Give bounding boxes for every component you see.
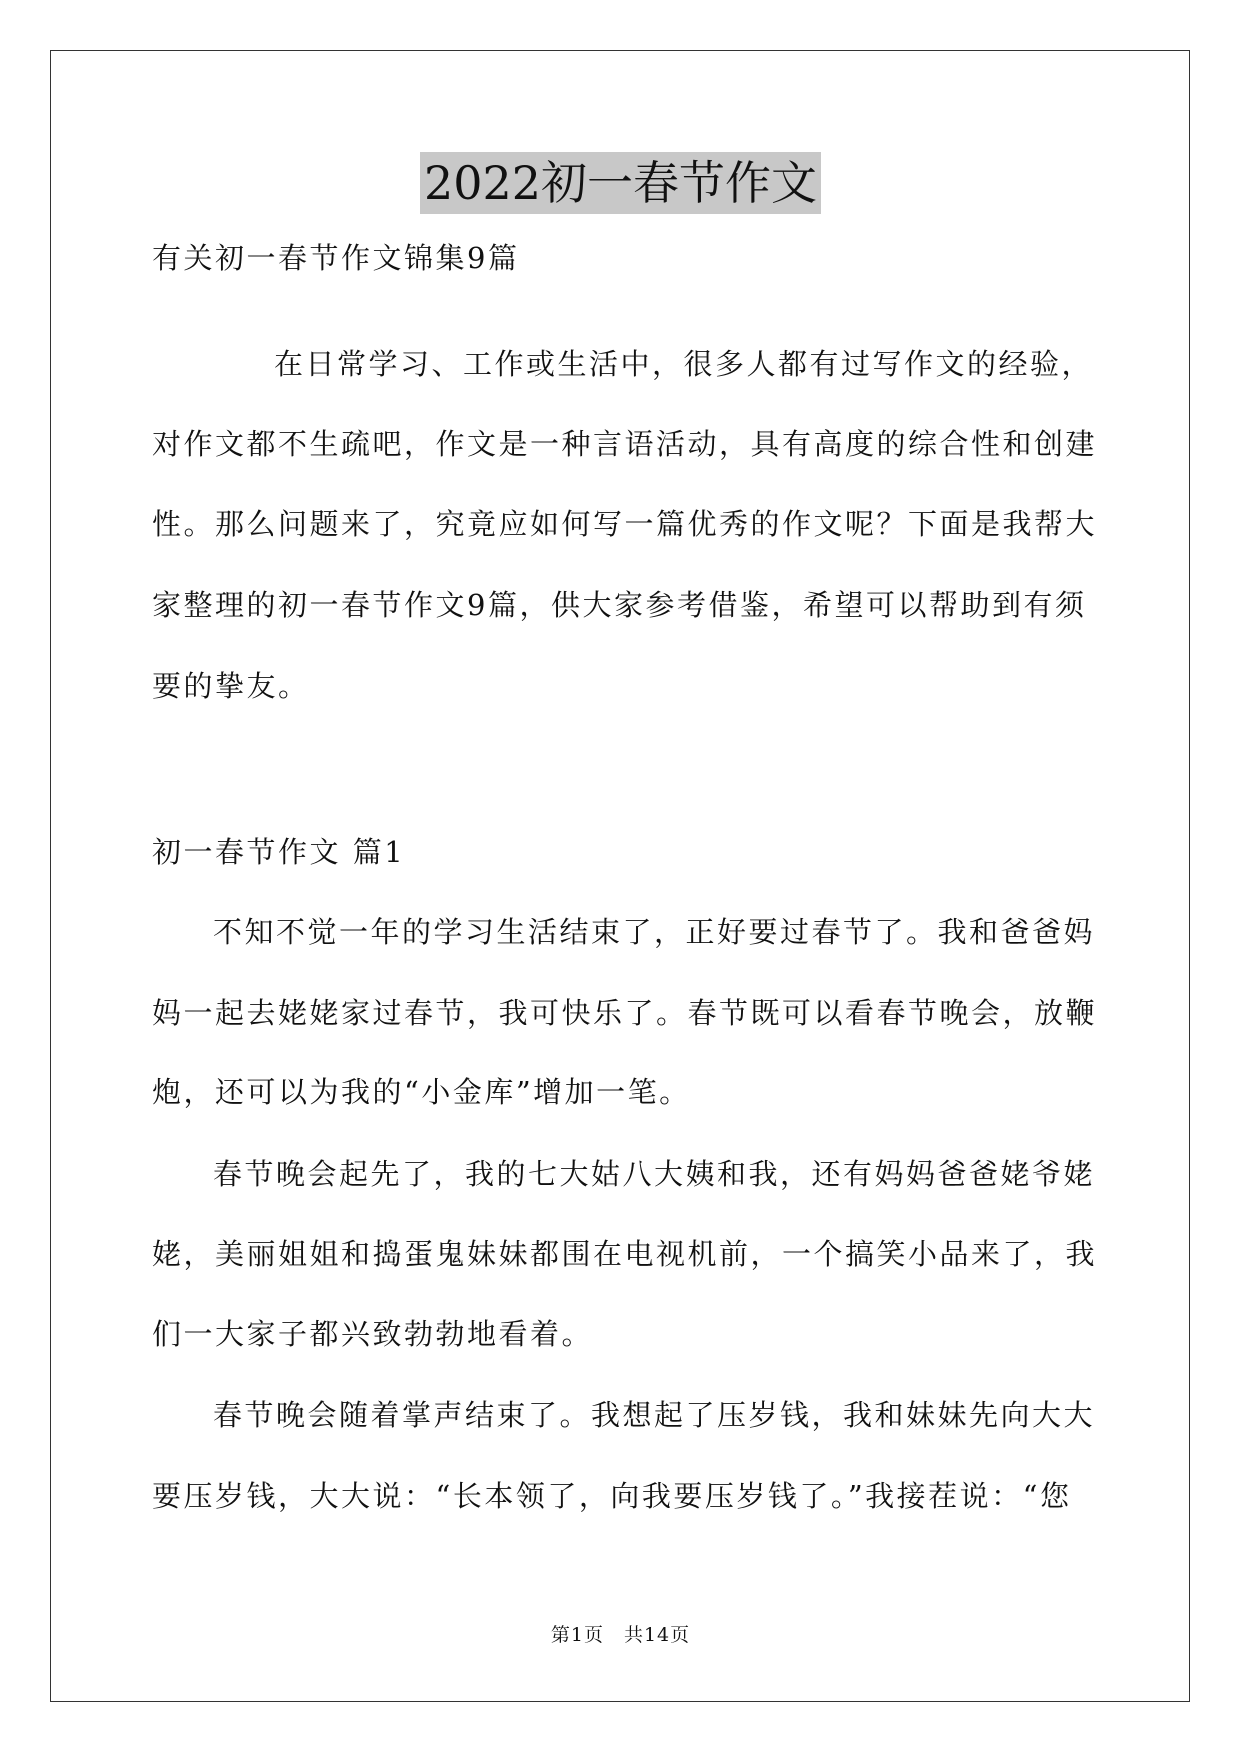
intro-line: 家整理的初一春节作文9篇，供大家参考借鉴，希望可以帮助到有须: [152, 588, 1087, 622]
intro-line: 要的挚友。: [152, 669, 310, 703]
intro-line: 性。那么问题来了，究竟应如何写一篇优秀的作文呢？下面是我帮大: [152, 507, 1098, 541]
subtitle: 有关初一春节作文锦集9篇: [152, 241, 520, 275]
body-line: 们一大家子都兴致勃勃地看着。: [152, 1317, 594, 1351]
body-line: 要压岁钱，大大说：“长本领了，向我要压岁钱了。”我接茬说：“您: [152, 1479, 1072, 1513]
body-line: 不知不觉一年的学习生活结束了，正好要过春节了。我和爸爸妈: [213, 915, 1096, 949]
page-footer: 第1页 共14页: [550, 1624, 691, 1646]
section-heading: 初一春节作文 篇1: [152, 835, 406, 869]
body-line: 春节晚会起先了，我的七大姑八大姨和我，还有妈妈爸爸姥爷姥: [213, 1157, 1096, 1191]
body-line: 炮，还可以为我的“小金库”增加一笔。: [152, 1075, 691, 1109]
body-line: 春节晚会随着掌声结束了。我想起了压岁钱，我和妹妹先向大大: [213, 1398, 1096, 1432]
body-line: 姥，美丽姐姐和捣蛋鬼妹妹都围在电视机前，一个搞笑小品来了，我: [152, 1237, 1098, 1271]
page-border: [50, 50, 1190, 1702]
title-container: [0, 152, 1241, 214]
intro-line: 对作文都不生疏吧，作文是一种言语活动，具有高度的综合性和创建: [152, 427, 1098, 461]
body-line: 妈一起去姥姥家过春节，我可快乐了。春节既可以看春节晚会，放鞭: [152, 996, 1098, 1030]
document-title: 2022初一春节作文: [420, 152, 821, 214]
intro-line: 在日常学习、工作或生活中，很多人都有过写作文的经验，: [274, 347, 1094, 381]
